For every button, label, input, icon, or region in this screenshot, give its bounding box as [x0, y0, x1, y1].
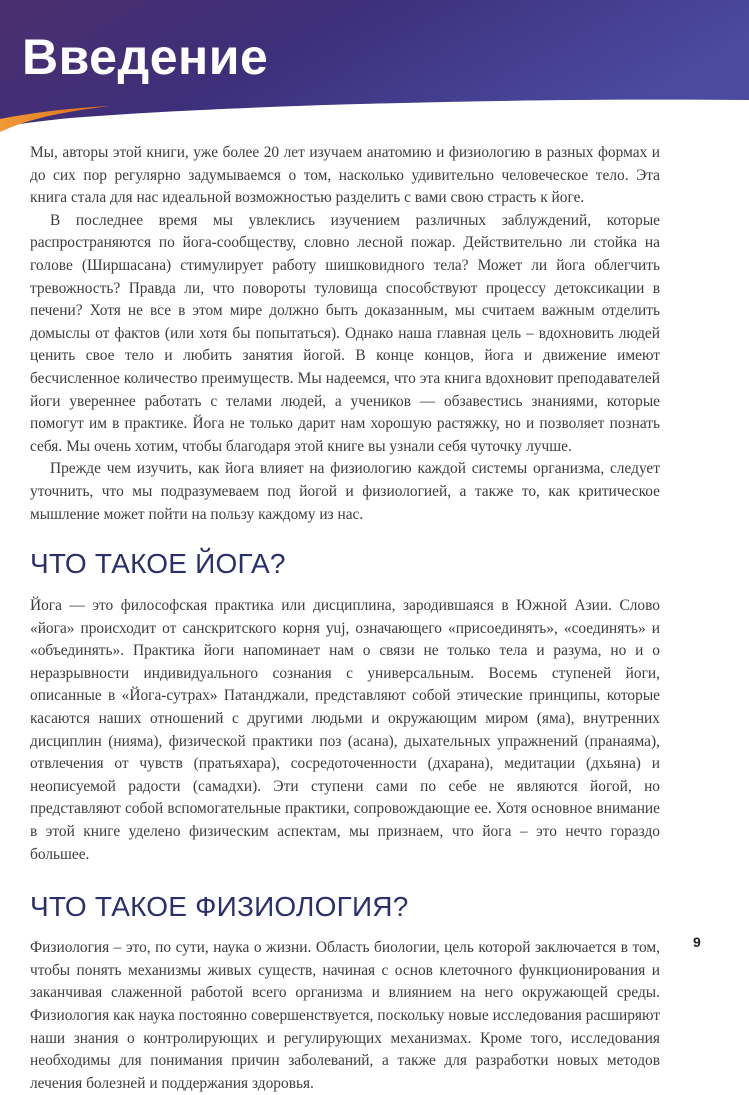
header-band	[0, 0, 749, 140]
intro-paragraph-3: Прежде чем изучить, как йога влияет на физиологию каждой системы организма, следует уточнить, что мы подразумеваем под йогой и физиологией, а также то, как критическое мышление может пойти на пользу каждому из нас.	[30, 460, 660, 523]
section-heading-physiology: ЧТО ТАКОЕ ФИЗИОЛОГИЯ?	[30, 891, 409, 923]
intro-paragraph-2: В последнее время мы увлеклись изучением различных заблуждений, которые распространяются по йога-сообществу, словно лесной пожар. Действительно ли стойка на голове (Ширшасана) стимулирует работу шишковидного тела? Может ли йога облегчить тревожность? Правда ли, что повороты туловища способствуют процессу детоксикации в печени? Хотя не все в этом мире должно быть доказанным, мы считаем важным отделить домыслы от фактов (или хотя бы попытаться). Однако наша главная цель – вдохновить людей ценить свое тело и любить занятия йогой. В конце концов, йога и движение имеют бесчисленное количество преимуществ. Мы надеемся, что эта книга вдохновит преподавателей йоги увереннее работать с телами людей, а учеников — обзавестись знаниями, которые помогут им в практике. Йога не только дарит нам хорошую растяжку, но и позволяет познать себя. Мы очень хотим, чтобы благодаря этой книге вы узнали себя чуточку лучше.	[30, 211, 660, 455]
yoga-paragraph: Йога — это философская практика или дисциплина, зародившаяся в Южной Азии. Слово «йога» происходит от санскритского корня yuj, означающего «присоединять», «соединять» и «объединять». Практика йоги напоминает нам о связи не только тела и разума, но и о неразрывности индивидуального сознания с универсальным. Восемь ступеней йоги, описанные в «Йога-сутрах» Патанджали, представляют собой этические принципы, которые касаются наших отношений с другими людьми и окружающим миром (яма), внутренних дисциплин (нияма), физической практики поз (асана), дыхательных упражнений (пранаяма), отвлечения от чувств (пратьяхара), сосредоточенности (дхарана), медитации (дхьяна) и неописуемой радости (самадхи). Эти ступени сами по себе не являются йогой, но представляют собой вспомогательные практики, сопровождающие ее. Хотя основное внимание в этой книге уделено физическим аспектам, мы признаем, что йога – это нечто гораздо большее.	[30, 597, 660, 863]
section-heading-yoga: ЧТО ТАКОЕ ЙОГА?	[30, 548, 286, 580]
intro-paragraph-1: Мы, авторы этой книги, уже более 20 лет изучаем анатомию и физиологию в разных формах и до сих пор регулярно задумываемся о том, насколько удивительно человеческое тело. Эта книга стала для нас идеальной возможностью разделить с вами свою страсть к йоге.	[30, 144, 660, 207]
page-number: 9	[693, 934, 701, 950]
page-content	[30, 142, 660, 1095]
page-title: Введение	[22, 29, 269, 85]
physiology-paragraph: Физиология – это, по сути, наука о жизни. Область биологии, цель которой заключается в том, чтобы понять механизмы живых существ, начиная с основ клеточного функционирования и заканчивая слаженной работой всего организма и влиянием на него окружающей среды. Физиология как наука постоянно совершенствуется, поскольку новые исследования расширяют наши знания о контролирующих и регулирующих механизмах. Кроме того, исследования необходимы для понимания причин заболеваний, а также для разработки новых методов лечения болезней и поддержания здоровья.	[30, 939, 660, 1092]
